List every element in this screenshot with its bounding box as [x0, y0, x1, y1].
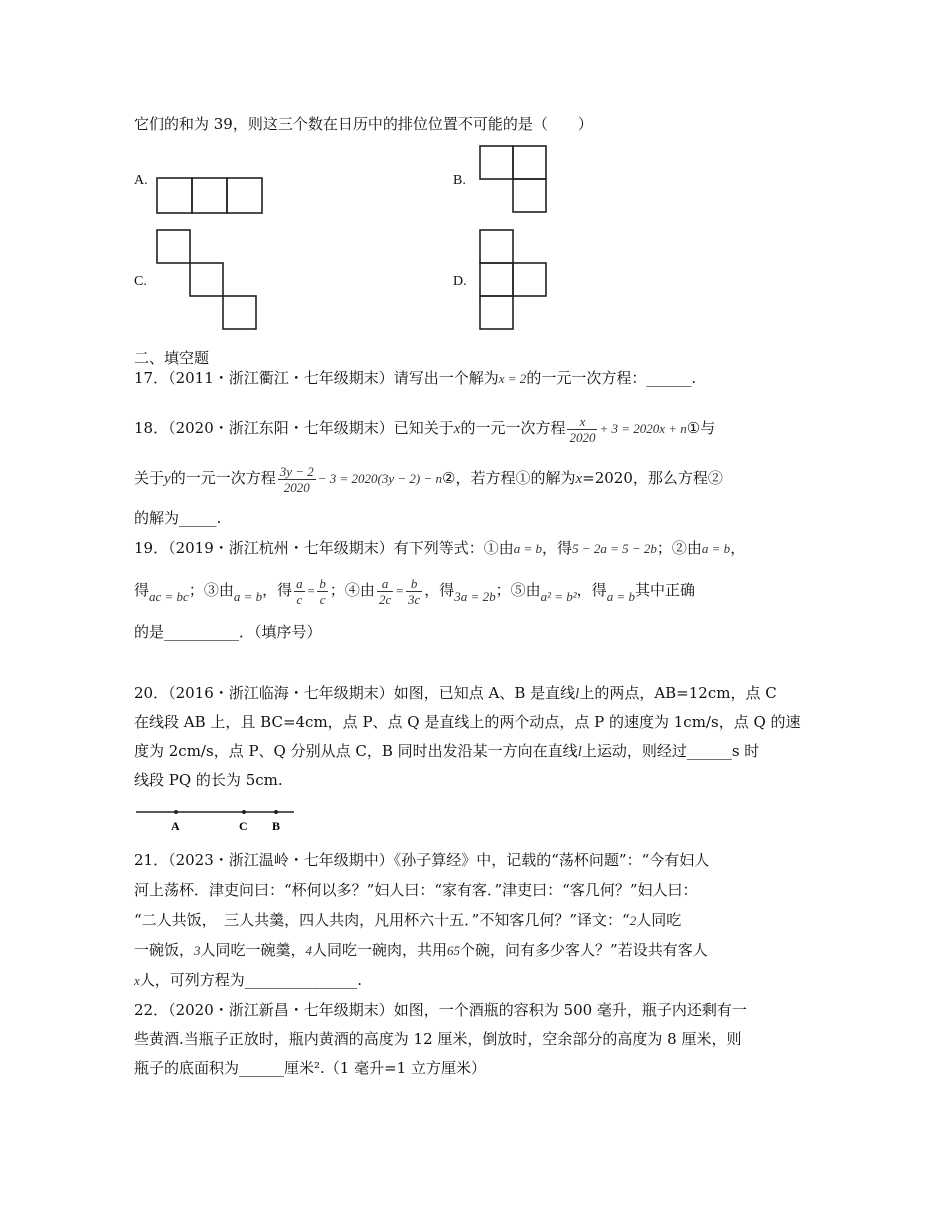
- q19-text: ，得: [262, 581, 293, 599]
- q19-text: 19．（2019・浙江杭州・七年级期末）有下列等式：①由: [134, 539, 514, 557]
- q21-text: 个碗，问有多少客人？”若设共有客人: [460, 941, 708, 959]
- q17-equation: x = 2: [498, 371, 527, 386]
- q19-text: ；②由: [656, 539, 702, 557]
- frac-numerator: a: [296, 575, 303, 591]
- question-22-line-3: 瓶子的底面积为______厘米².（1 毫升=1 立方厘米）: [134, 1059, 486, 1077]
- q18-text: 18．（2020・浙江东阳・七年级期末）已知关于: [134, 419, 454, 437]
- q19-text: ，得: [576, 581, 607, 599]
- q18-text: 的一元一次方程: [460, 419, 566, 437]
- point-c: [242, 810, 246, 814]
- question-20-line-2: 在线段 AB 上，且 BC=4cm，点 P、点 Q 是直线上的两个动点，点 P 的速度为 1cm/s，点 Q 的速: [134, 713, 801, 731]
- q18-text: ②，若方程①的解为: [442, 469, 576, 487]
- question-18-line-1: [134, 410, 715, 447]
- q19-text: 其中正确: [634, 581, 695, 599]
- frac-numerator: a: [377, 576, 393, 592]
- question-20-line-3: [134, 741, 759, 762]
- frac-denominator: c: [319, 591, 326, 607]
- q20-var-l: l: [575, 686, 580, 702]
- option-b-label: B.: [453, 173, 466, 188]
- option-d-figure: [478, 228, 553, 333]
- question-21-line-4: [134, 940, 708, 961]
- grid-cell: [227, 178, 262, 213]
- frac-numerator: x: [567, 414, 597, 430]
- label-c: C: [239, 819, 248, 833]
- question-22-line-1: 22．（2020・浙江新昌・七年级期末）如图，一个酒瓶的容积为 500 毫升，瓶子内还剩有一: [134, 1001, 747, 1019]
- q21-var-x: x: [134, 973, 140, 988]
- question-21-line-5: [134, 970, 362, 991]
- question-20-line-4: 线段 PQ 的长为 5cm.: [134, 771, 283, 789]
- q19-eq: =: [395, 583, 404, 598]
- q18-text: 关于: [134, 469, 165, 487]
- q18-text: ①与: [686, 419, 716, 437]
- question-18-line-3: 的解为_____.: [134, 509, 222, 527]
- q21-number: 2: [629, 913, 637, 928]
- section-title: 二、填空题: [134, 349, 210, 367]
- q19-eq: a = b: [701, 541, 731, 556]
- option-c-label: C.: [134, 274, 147, 289]
- q18-text: 的一元一次方程: [170, 469, 276, 487]
- q19-eq: ac = bc: [149, 589, 189, 604]
- frac-denominator: 2020: [283, 479, 310, 495]
- q18-fraction-2: [278, 464, 316, 495]
- q19-fraction: [406, 576, 422, 607]
- q19-text: ，得: [424, 581, 455, 599]
- q19-eq: a² = b²: [540, 589, 577, 604]
- q19-fraction: [294, 576, 305, 607]
- q21-text: 人同吃一碗羹，: [200, 941, 306, 959]
- frac-denominator: c: [296, 591, 303, 607]
- q21-number: 65: [447, 943, 461, 958]
- q21-text: 人同吃: [636, 911, 682, 929]
- q19-text: 得: [134, 581, 150, 599]
- q20-var-l: l: [577, 744, 582, 760]
- q19-fraction: [317, 576, 328, 607]
- q21-number: 3: [194, 943, 201, 958]
- q20-text: 度为 2cm/s，点 P、Q 分别从点 C，B 同时出发沿某一方向在直线: [134, 742, 578, 760]
- q17-text: 17．（2011・浙江衢江・七年级期末）请写出一个解为: [134, 369, 499, 387]
- option-a-label: A.: [134, 173, 148, 188]
- q19-eq: 3a = 2b: [454, 589, 496, 604]
- option-b-figure: [478, 144, 553, 219]
- q19-text: ，: [730, 539, 746, 557]
- grid-cell: [223, 296, 256, 329]
- option-a-figure: [155, 176, 265, 216]
- grid-cell: [190, 263, 223, 296]
- grid-cell: [480, 263, 513, 296]
- q19-eq: a = b: [233, 589, 263, 604]
- q18-var-x: x: [453, 421, 461, 437]
- q18-var-x: x: [575, 471, 583, 487]
- q19-eq: 5 − 2a = 5 − 2b: [572, 541, 657, 556]
- question-19-line-3: 的是__________．（填序号）: [134, 623, 322, 641]
- q19-text: ，得: [542, 539, 573, 557]
- q19-eq: a = b: [606, 589, 635, 604]
- q18-text: =2020，那么方程②: [582, 469, 723, 487]
- frac-denominator: 3c: [408, 591, 421, 607]
- frac-numerator: b: [406, 576, 422, 592]
- option-d-label: D.: [453, 274, 467, 289]
- frac-denominator: 2020: [569, 429, 596, 445]
- grid-cell: [157, 178, 192, 213]
- question-20-line-1: [134, 683, 777, 704]
- frac-denominator: 2c: [378, 591, 392, 607]
- q18-equation-1: + 3 = 2020x + n: [599, 421, 687, 436]
- q21-text: 人，可列方程为_______________.: [139, 971, 363, 989]
- frac-numerator: b: [319, 575, 326, 591]
- question-19-line-2: [134, 572, 695, 615]
- q21-text: “二人共饭， 三人共羹，四人共肉，凡用杯六十五．”不知客几何？”译文：“: [134, 911, 630, 929]
- question-21-line-1: 21．（2023・浙江温岭・七年级期中）《孙子算经》中，记载的“荡杯问题”：“今有妇人: [134, 851, 710, 869]
- q18-equation-2: − 3 = 2020(3y − 2) − n: [317, 471, 443, 486]
- q21-text: 人同吃一碗肉，共用: [312, 941, 448, 959]
- option-c-figure: [155, 228, 265, 333]
- question-19-line-1: [134, 538, 745, 559]
- q20-text: 上运动，则经过______s 时: [581, 742, 760, 760]
- q19-text: ；③由: [188, 581, 234, 599]
- q20-line-figure: [134, 804, 304, 836]
- label-b: B: [272, 819, 281, 833]
- q19-fraction: [377, 576, 393, 607]
- grid-cell: [192, 178, 227, 213]
- label-a: A: [171, 819, 180, 833]
- grid-cell: [513, 263, 546, 296]
- question-17: [134, 368, 696, 389]
- grid-cell: [513, 146, 546, 179]
- question-21-line-2: 河上荡杯．津吏问曰：“杯何以多？”妇人曰：“家有客．”津吏曰：“客几何？”妇人曰：: [134, 881, 698, 899]
- frac-numerator: 3y − 2: [279, 463, 314, 479]
- q17-tail: 的一元一次方程：______.: [526, 369, 697, 387]
- q20-text: 上的两点，AB=12cm，点 C: [579, 684, 777, 702]
- grid-cell: [480, 230, 513, 263]
- q21-text: 一碗饭，: [134, 941, 195, 959]
- grid-cell: [513, 179, 546, 212]
- point-a: [174, 810, 178, 814]
- q21-number: 4: [305, 943, 313, 958]
- grid-cell: [157, 230, 190, 263]
- q19-eq: a = b: [513, 541, 543, 556]
- q19-text: ；⑤由: [495, 581, 541, 599]
- question-18-line-2: [134, 460, 723, 497]
- q19-text: ；④由: [329, 581, 375, 599]
- point-b: [274, 810, 278, 814]
- question-22-line-2: 些黄酒.当瓶子正放时，瓶内黄酒的高度为 12 厘米，倒放时，空余部分的高度为 8 厘米，则: [134, 1030, 742, 1048]
- q18-var-y: y: [164, 471, 171, 487]
- question-21-line-3: [134, 910, 681, 931]
- q20-text: 20．（2016・浙江临海・七年级期末）如图，已知点 A、B 是直线: [134, 684, 576, 702]
- question-16-tail: 它们的和为 39，则这三个数在日历中的排位位置不可能的是（ ）: [134, 115, 593, 133]
- grid-cell: [480, 296, 513, 329]
- grid-cell: [480, 146, 513, 179]
- q19-eq: =: [306, 583, 316, 598]
- q18-fraction-1: [567, 414, 597, 445]
